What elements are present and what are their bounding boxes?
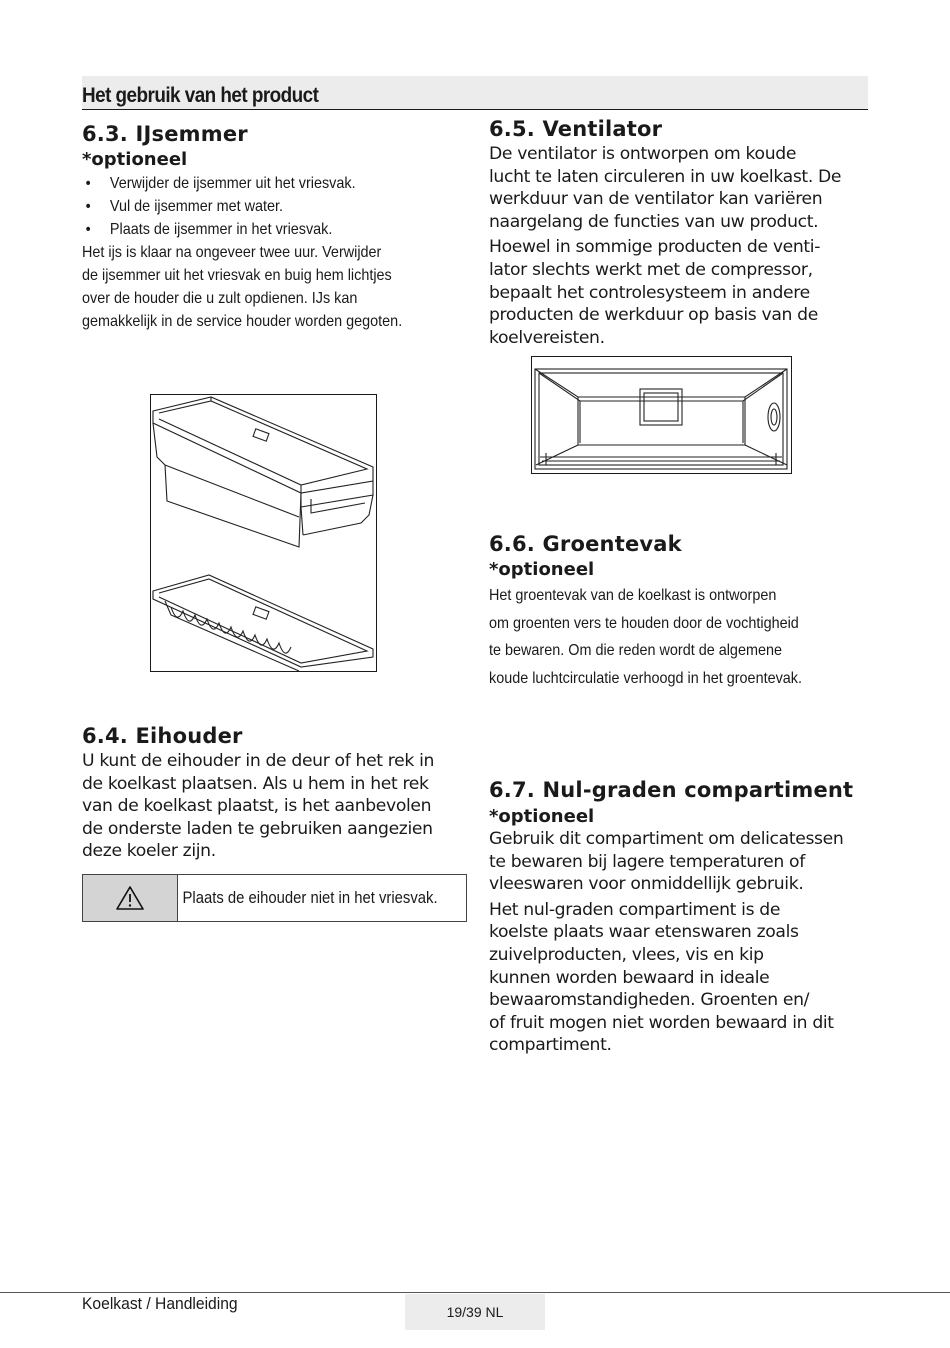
page-number: 19/39 NL — [405, 1294, 545, 1330]
text-line: kunnen worden bewaard in ideale — [489, 967, 770, 988]
text-line: de onderste laden te gebruiken aangezien — [82, 818, 433, 839]
text-line: te bewaren. Om die reden wordt de algemene — [489, 642, 782, 659]
section-6-6-heading: 6.6. Groentevak — [489, 532, 682, 556]
list-item: • Vul de ijsemmer met water. — [82, 195, 467, 218]
text-line: Hoewel in sommige producten de venti- — [489, 237, 821, 258]
text-line: over de houder die u zult opdienen. IJs kan — [82, 290, 358, 307]
text-line: de koelkast plaatsen. Als u hem in het rek — [82, 773, 429, 794]
ventilator-illustration — [531, 356, 792, 474]
text-line: compartiment. — [489, 1035, 612, 1056]
section-6-5-heading: 6.5. Ventilator — [489, 117, 663, 141]
ice-bucket-steps — [82, 172, 467, 241]
section-6-3-optional: *optioneel — [82, 149, 188, 170]
page-header — [82, 76, 868, 110]
ice-bucket-drawing — [151, 395, 376, 671]
ventilator-drawing — [532, 357, 791, 473]
text-line: bepaalt het controlesysteem in andere — [489, 282, 810, 303]
left-column — [82, 118, 467, 333]
text-line: gemakkelijk in de service houder worden gegoten. — [82, 313, 403, 330]
text-line: van de koelkast plaatst, is het aanbevolen — [82, 796, 432, 817]
text-line: deze koeler zijn. — [82, 841, 216, 862]
text-line: De ventilator is ontworpen om koude — [489, 144, 797, 164]
warning-icon-cell — [83, 875, 178, 921]
text-line: zuivelproducten, vlees, vis en kip — [489, 944, 764, 965]
page-header-title: Het gebruik van het product — [82, 84, 319, 107]
section-6-5 — [489, 115, 871, 349]
section-6-6 — [489, 530, 871, 692]
section-6-3-body — [82, 172, 467, 333]
text-line: Gebruik dit compartiment om delicatessen — [489, 829, 844, 849]
text-line: producten de werkduur op basis van de — [489, 305, 818, 326]
text-line: U kunt de eihouder in de deur of het rek in — [82, 751, 435, 771]
warning-box — [82, 874, 467, 922]
section-6-4-heading: 6.4. Eihouder — [82, 724, 243, 748]
text-line: of fruit mogen niet worden bewaard in dit — [489, 1012, 834, 1033]
section-6-3-paragraph — [82, 241, 467, 333]
text-line: om groenten vers te houden door de vochtigheid — [489, 614, 799, 632]
section-6-6-optional: *optioneel — [489, 559, 595, 580]
text-line: vleeswaren voor onmiddellijk gebruik. — [489, 874, 804, 895]
section-6-4-body — [82, 750, 467, 863]
text-line: te bewaren bij lagere temperaturen of — [489, 851, 805, 872]
ice-bucket-illustration — [150, 394, 377, 672]
list-item: • Plaats de ijsemmer in het vriesvak. — [82, 218, 467, 241]
text-line: de ijsemmer uit het vriesvak en buig hem lichtjes — [82, 267, 392, 284]
text-line: lucht te laten circuleren in uw koelkast. De — [489, 166, 842, 187]
section-6-5-body — [489, 143, 871, 349]
text-line: bewaaromstandigheden. Groenten en/ — [489, 990, 810, 1011]
text-line: naargelang de functies van uw product. — [489, 211, 819, 232]
section-6-7-body — [489, 828, 871, 1057]
section-6-7 — [489, 776, 871, 1057]
text-line: koelvereisten. — [489, 327, 605, 348]
text-line: koude luchtcirculatie verhoogd in het groentevak. — [489, 669, 803, 687]
section-6-4 — [82, 722, 467, 863]
section-6-3-heading: 6.3. IJsemmer — [82, 122, 248, 146]
text-line: werkduur van de ventilator kan variëren — [489, 189, 823, 210]
footer-divider — [0, 1292, 950, 1293]
list-item: • Verwijder de ijsemmer uit het vriesvak. — [82, 172, 467, 195]
warning-text: Plaats de eihouder niet in het vriesvak. — [182, 888, 438, 907]
text-line: Het nul-graden compartiment is de — [489, 899, 781, 920]
text-line: Het groentevak van de koelkast is ontworpen — [489, 587, 777, 604]
footer-doc-title: Koelkast / Handleiding — [82, 1294, 238, 1313]
text-line: lator slechts werkt met de compressor, — [489, 259, 813, 280]
section-6-7-heading: 6.7. Nul-graden compartiment — [489, 778, 854, 802]
section-6-7-optional: *optioneel — [489, 806, 595, 827]
text-line: koelste plaats waar etenswaren zoals — [489, 922, 799, 943]
text-line: Het ijs is klaar na ongeveer twee uur. Verwijder — [82, 244, 382, 261]
warning-triangle-icon — [115, 885, 145, 911]
section-6-6-body — [489, 582, 871, 692]
